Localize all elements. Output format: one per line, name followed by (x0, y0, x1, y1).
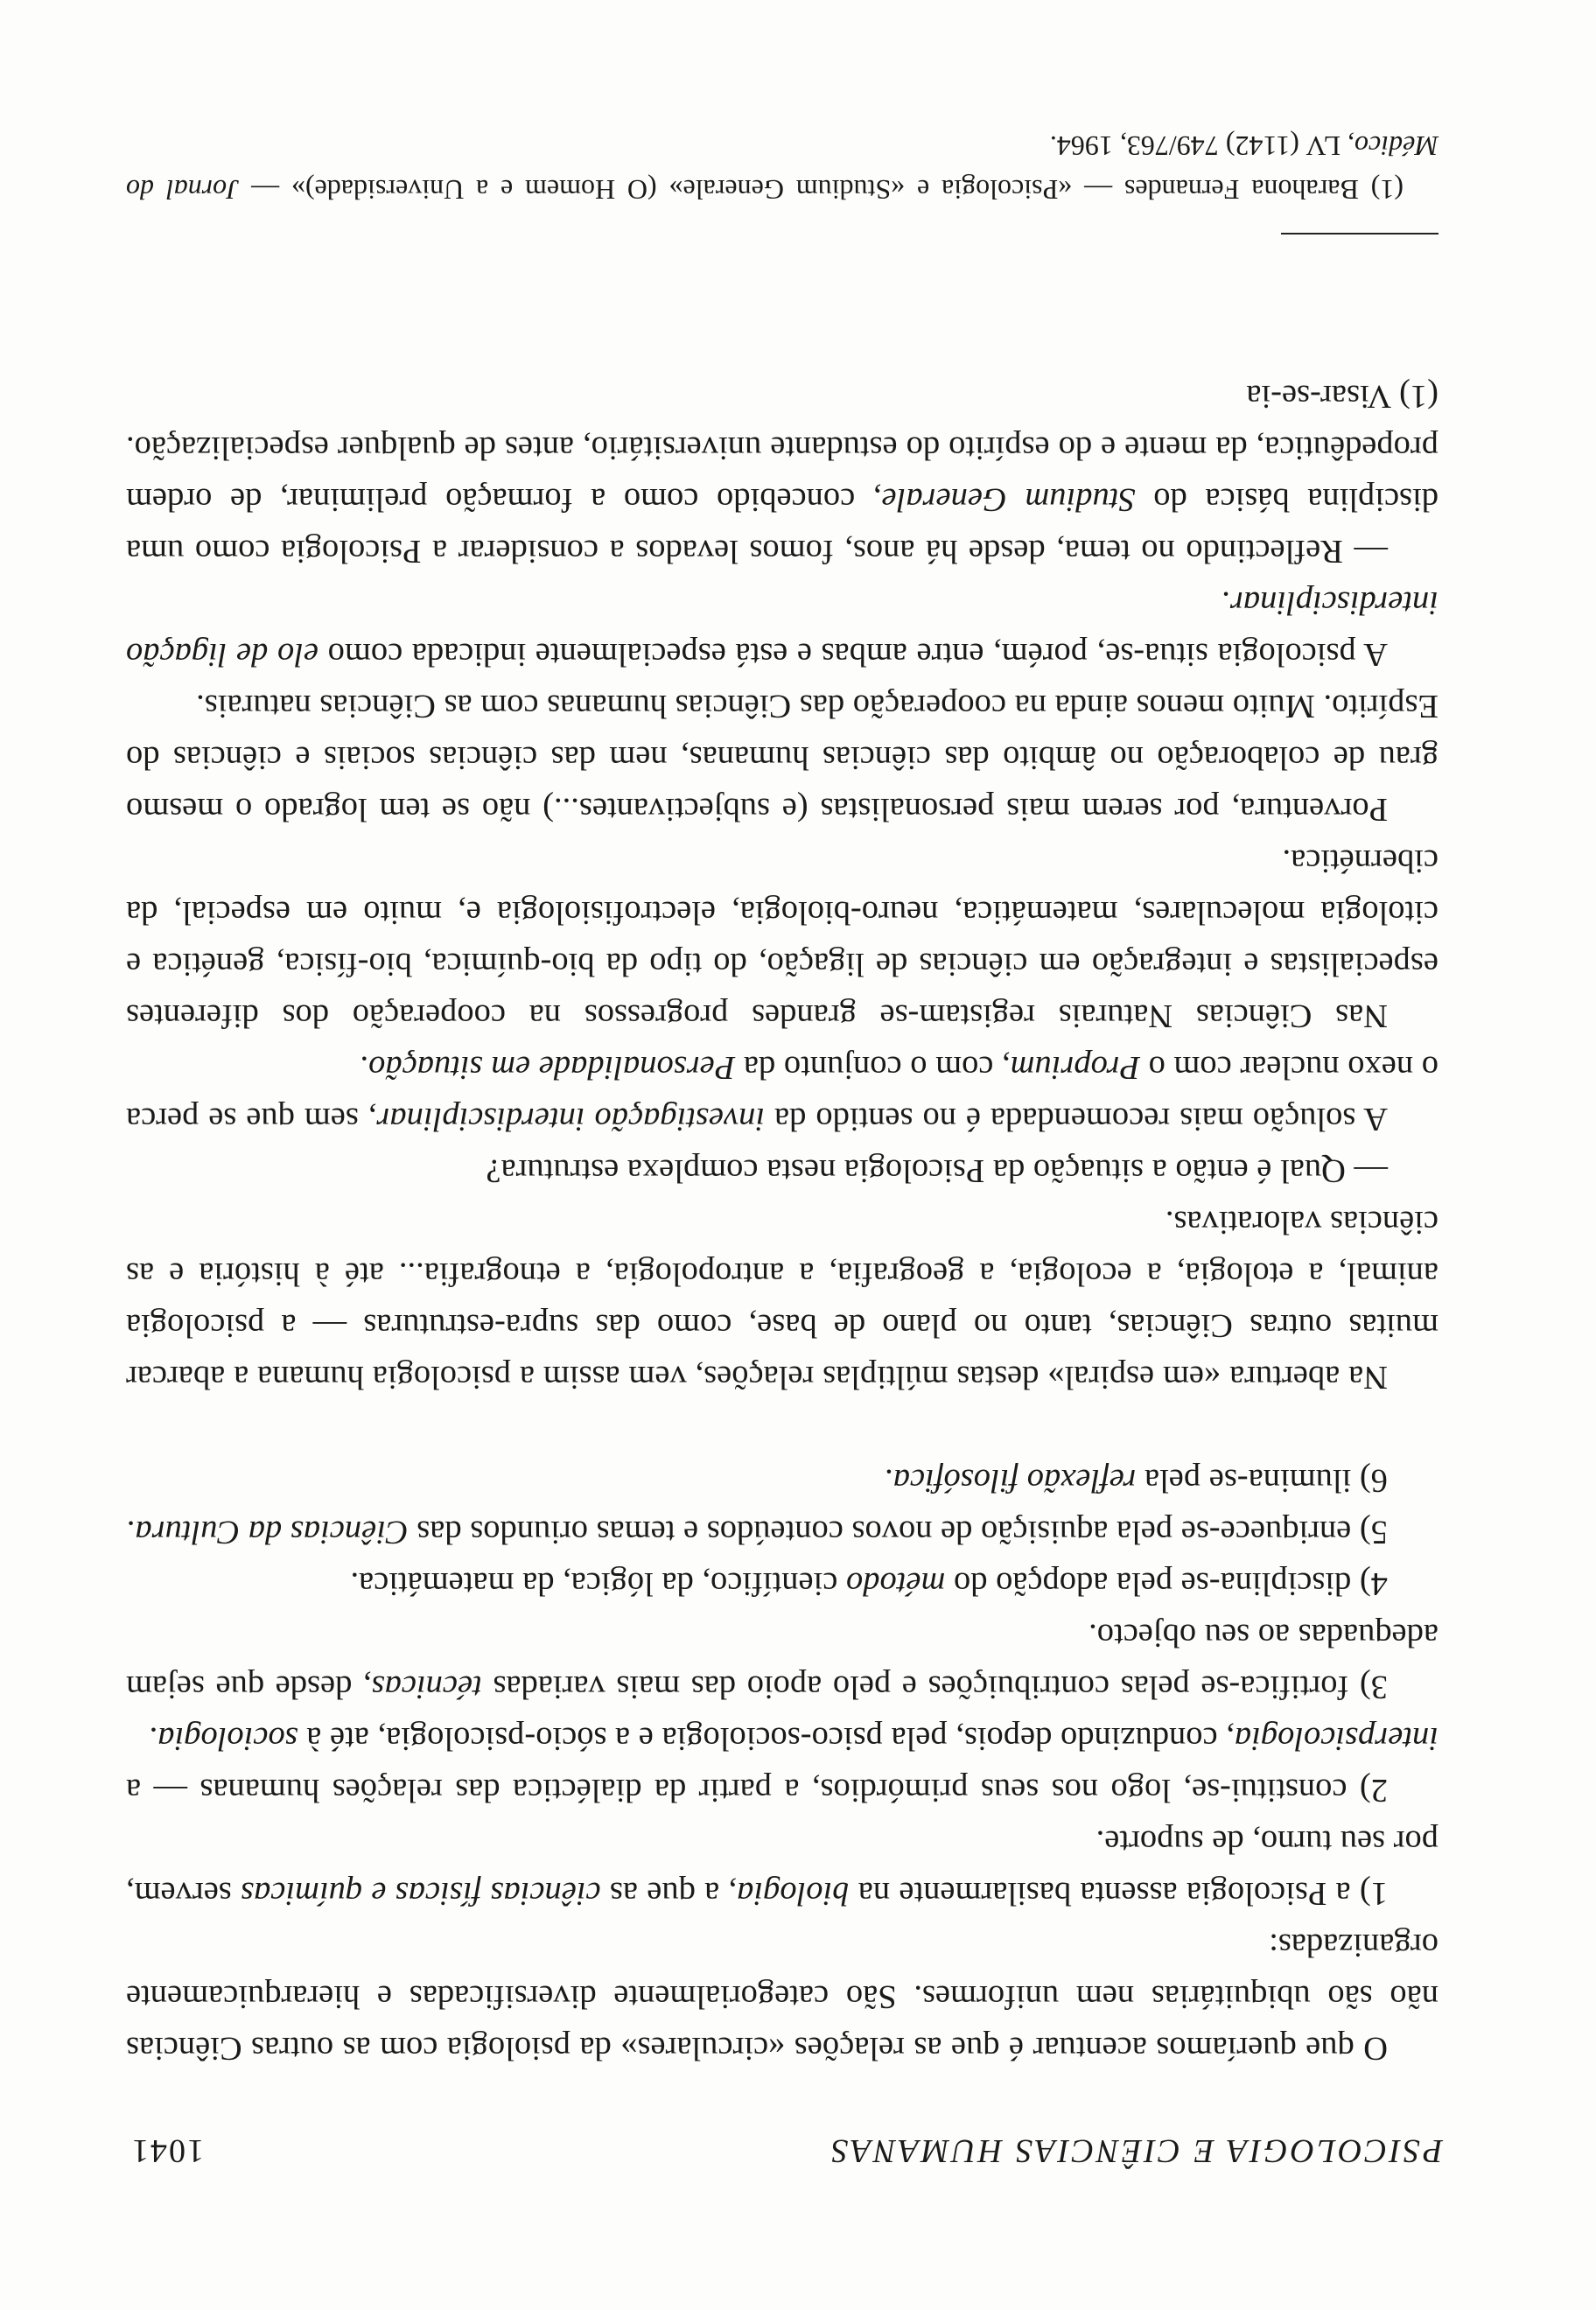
paragraph: O que queríamos acentuar é que as relações «circulares» da psiologia com as outras Ciências não são ubiquitárias nem uniformes. São categorialmente diversificadas e hierarquicamente organizadas: (126, 1927, 1438, 2067)
list-item-4: 4) disciplina-se pela adopção do método científico, da lógica, da matemática. (350, 1565, 1388, 1602)
page-number: 1041 (130, 2132, 204, 2169)
paragraph: Porventura, por serem mais personalistas (e subjectivantes...) não se tem logrado o mesmo grau de colaboração no âmbito das ciências humanas, nem das ciências sociais e ciências do Espírito. Muito menos ainda na cooperação das Ciências humanas com as Ciências naturais. (126, 688, 1438, 828)
list-item-2: 2) constitui-se, logo nos seus primórdios, a partir da dialéctica das relações humanas — a interpsicologia, conduzindo depois, pela psico-sociologia e a sócio-psicologia, até à sociologia. (126, 1720, 1438, 1809)
paragraph: — Reflectindo no tema, desde há anos, fomos levados a considerar a Psicologia como uma disciplina básica do Studium Generale, concebido como a formação preliminar, de ordem propedêutica, da mente e do espírito do estudante universitário, antes de qualquer especialização. (1) Visar-se-ia (126, 378, 1438, 570)
list-item-3: 3) fortifica-se pelas contribuições e pelo apoio das mais variadas técnicas, desde que sejam adequadas ao seu objecto. (126, 1617, 1438, 1705)
main-text (126, 370, 1438, 2074)
paragraph: Na abertura «em espiral» destas múltiplas relações, vem assim a psicologia humana a abarcar muitas outras Ciências, tanto no plano de base, como das supra-estruturas — a psicologia animal, a etologia, a ecologia, a geografia, a antropologia, a etnografia... até à história e as ciências valorativas. (126, 1204, 1438, 1396)
running-header (130, 2118, 1443, 2170)
footnote (126, 124, 1438, 212)
paragraph: A psicologia situa-se, porém, entre ambas e está especialmente indicada como elo de ligação interdisciplinar. (125, 584, 1438, 673)
paragraph: — Qual é então a situação da Psicologia nesta complexa estrutura? (486, 1152, 1388, 1189)
list-item-6: 6) ilumina-se pela reflexão filosófica. (885, 1462, 1388, 1499)
paragraph: A solução mais recomendada é no sentido da investigação interdisciplinar, sem que se perca o nexo nuclear com o Proprium, com o conjunto da Personalidade em situação. (126, 1049, 1438, 1138)
list-item-5: 5) enriquece-se pela aquisição de novos conteúdos e temas oriundos das Ciências da Cultura. (126, 1514, 1388, 1550)
footnote-divider (1281, 233, 1438, 234)
paragraph: Nas Ciências Naturais registam-se grandes progressos na cooperação dos diferentes especialistas e integração em ciências de ligação, do tipo da bio-química, bio-física, genética e citologia moleculares, matemática, neuro-biologia, electrofisiologia e, muito em especial, da cibernética. (126, 843, 1438, 1034)
list-item-1: 1) a Psicologia assenta basilarmente na biologia, a que as ciências físicas e químicas servem, por seu turno, de suporte. (126, 1824, 1438, 1912)
footnote-text: (1) Barahona Fernandes — «Psicologia e «Studium Generale» (O Homem e a Universidade)» — Jornal do Médico, LV (1142) 749/763, 1964. (125, 130, 1438, 206)
running-title: PSICOLOGIA E CIÊNCIAS HUMANAS (829, 2132, 1443, 2169)
